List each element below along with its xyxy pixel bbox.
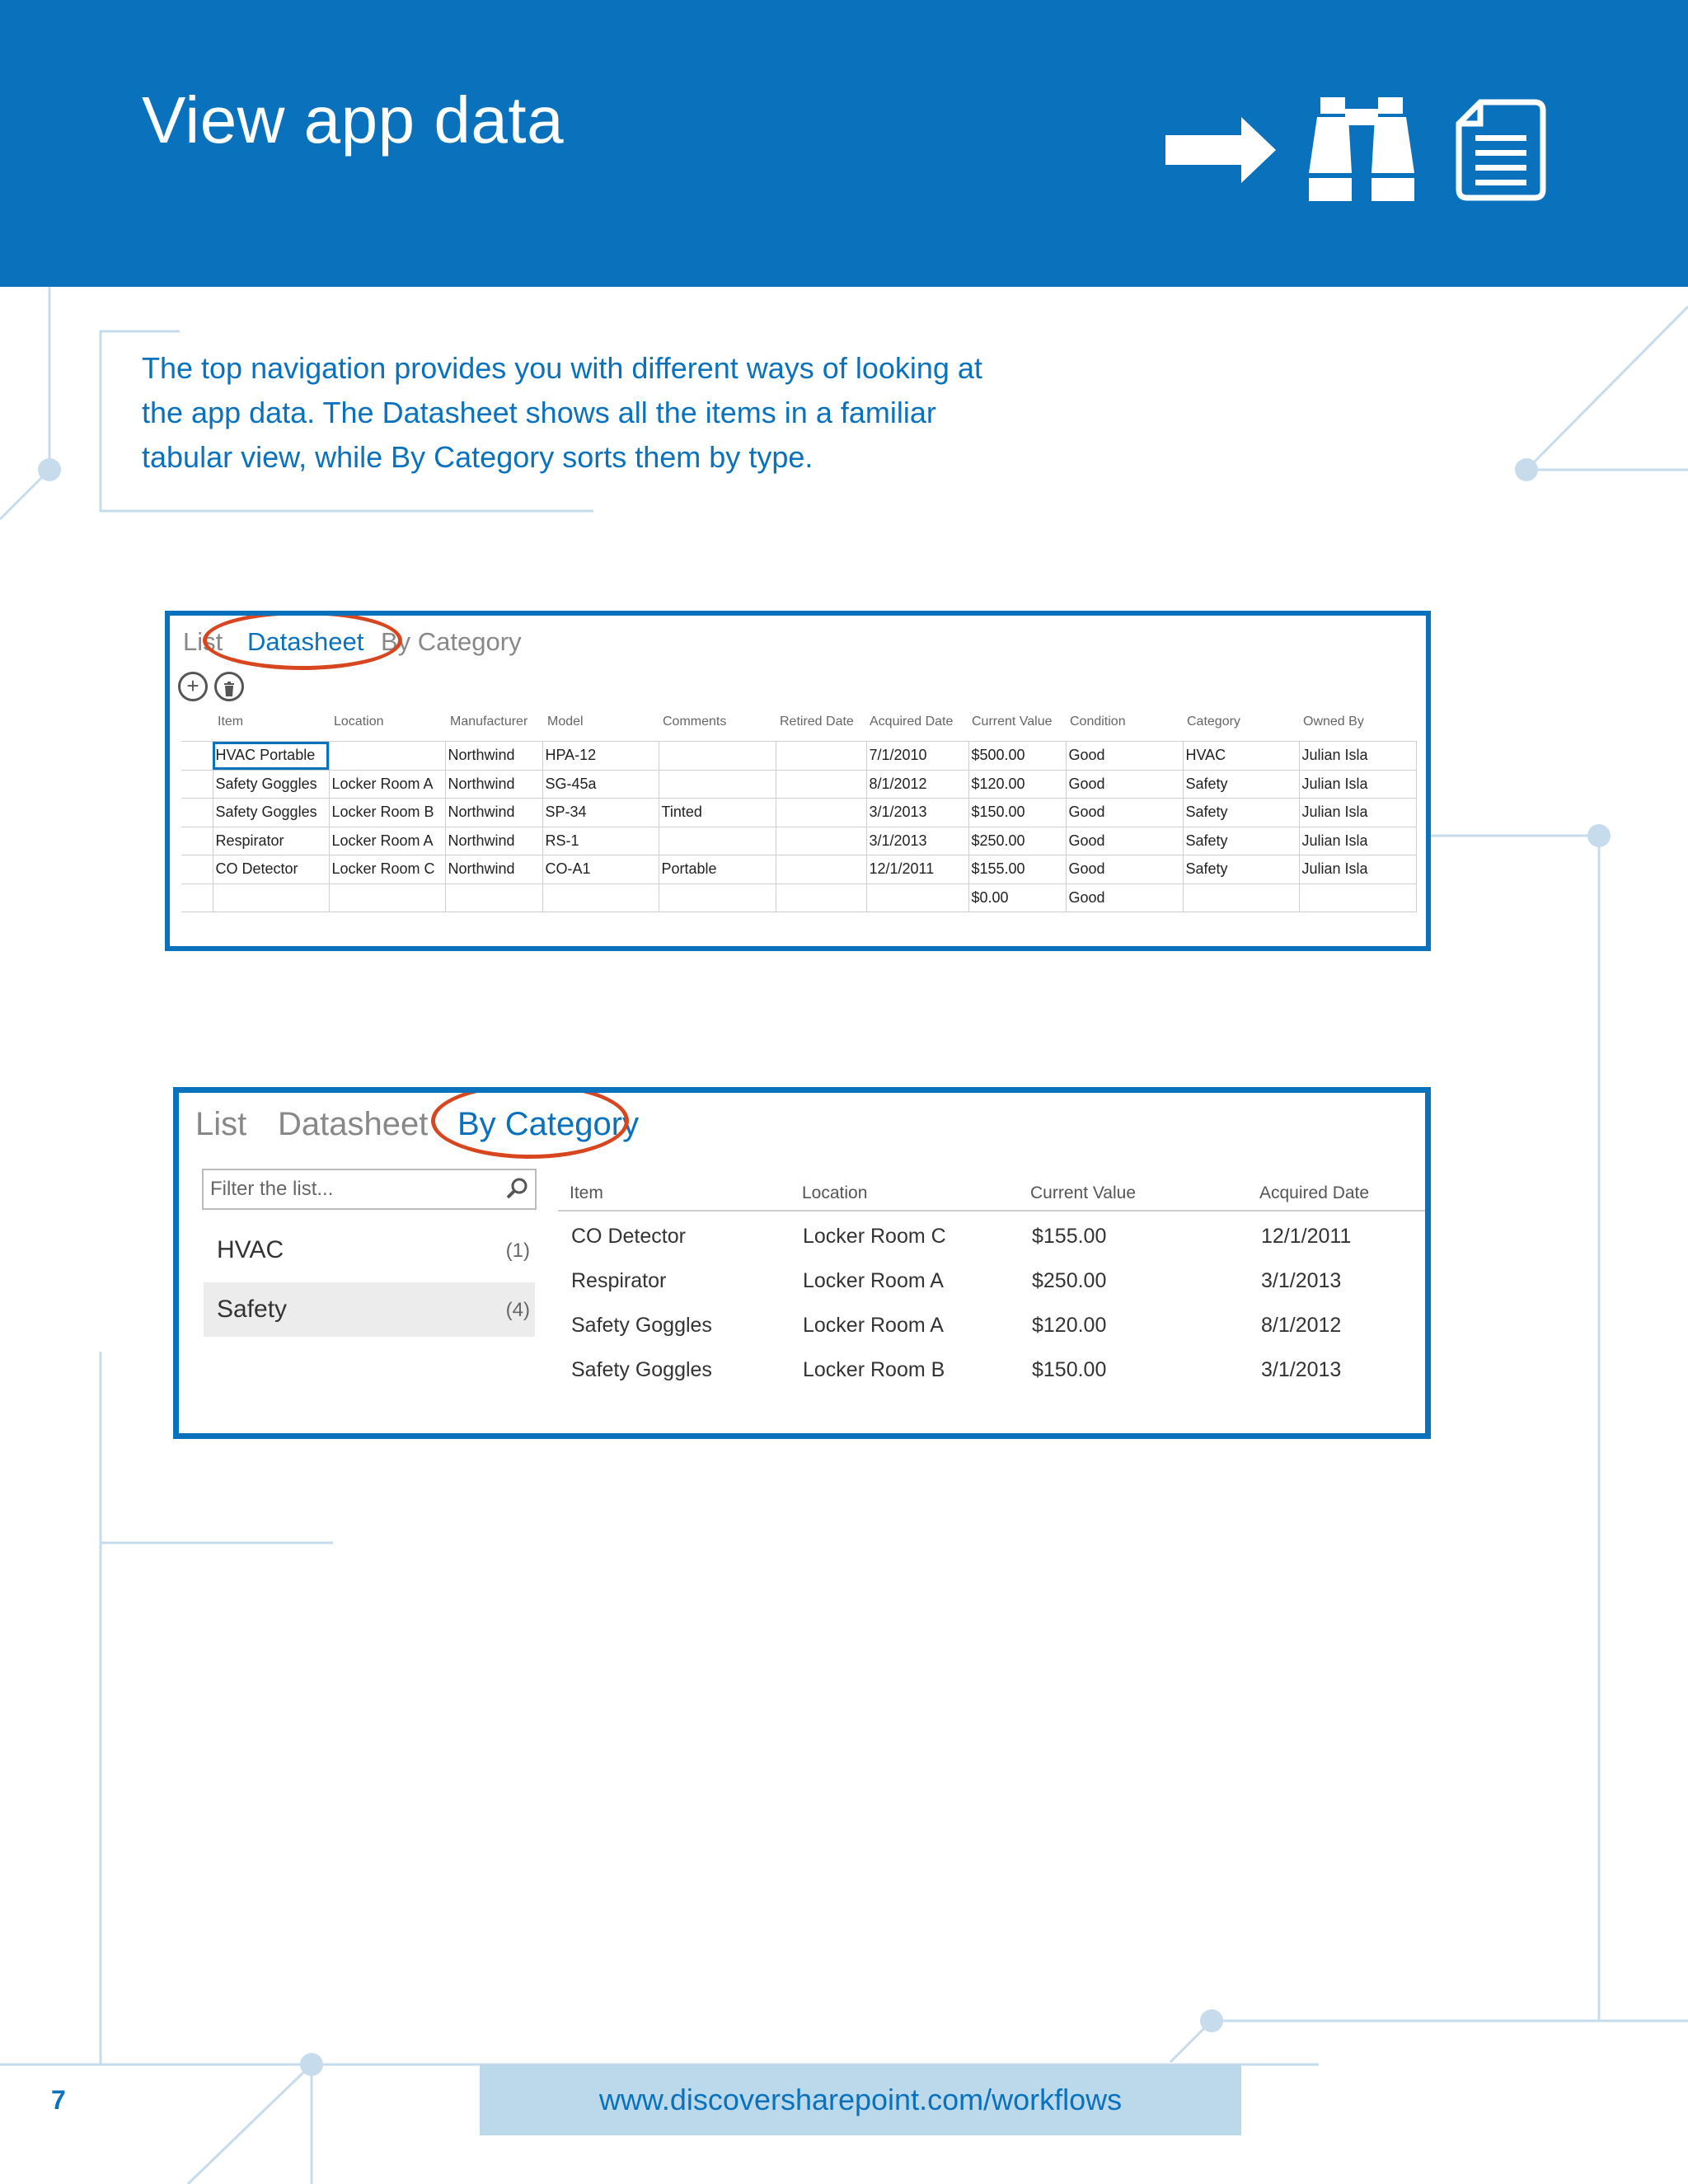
table-cell[interactable]: 3/1/2013 bbox=[866, 799, 968, 827]
trash-icon bbox=[223, 682, 235, 696]
binoculars-icon bbox=[1309, 97, 1414, 201]
table-cell[interactable] bbox=[329, 883, 445, 912]
tab-list[interactable]: List bbox=[183, 627, 223, 656]
table-cell[interactable]: Northwind bbox=[445, 742, 542, 771]
table-cell[interactable]: Locker Room C bbox=[329, 855, 445, 884]
item-cell: Safety Goggles bbox=[571, 1358, 712, 1381]
category-item-safety[interactable] bbox=[204, 1282, 535, 1337]
category-item-hvac[interactable] bbox=[204, 1223, 535, 1277]
location-cell: Locker Room B bbox=[803, 1358, 945, 1381]
table-cell[interactable] bbox=[776, 742, 866, 771]
header-divider bbox=[558, 1210, 1431, 1212]
datasheet-column-headers bbox=[170, 715, 1431, 738]
table-cell[interactable] bbox=[659, 742, 776, 771]
table-cell[interactable]: Safety bbox=[1183, 855, 1299, 884]
header-banner bbox=[0, 0, 1688, 287]
table-cell[interactable] bbox=[659, 827, 776, 855]
value-cell: $250.00 bbox=[1032, 1269, 1107, 1292]
table-cell[interactable] bbox=[1183, 883, 1299, 912]
date-cell: 8/1/2012 bbox=[1261, 1314, 1342, 1337]
table-row[interactable] bbox=[181, 742, 1416, 771]
column-header[interactable]: Location bbox=[334, 715, 384, 729]
column-header[interactable]: Retired Date bbox=[780, 715, 854, 729]
table-cell[interactable]: $0.00 bbox=[968, 883, 1066, 912]
table-cell[interactable]: Tinted bbox=[659, 799, 776, 827]
datasheet-view-screenshot bbox=[165, 611, 1431, 951]
date-cell: 3/1/2013 bbox=[1261, 1358, 1342, 1381]
category-name: Safety bbox=[217, 1296, 288, 1323]
column-header[interactable]: Comments bbox=[663, 715, 727, 729]
column-header[interactable]: Item bbox=[218, 715, 244, 729]
date-cell: 3/1/2013 bbox=[1261, 1269, 1342, 1292]
column-header[interactable]: Owned By bbox=[1303, 715, 1364, 729]
filter-placeholder: Filter the list... bbox=[210, 1178, 334, 1200]
table-cell[interactable]: Northwind bbox=[445, 799, 542, 827]
table-cell[interactable]: CO-A1 bbox=[542, 855, 659, 884]
table-cell[interactable]: Northwind bbox=[445, 827, 542, 855]
value-cell: $155.00 bbox=[1032, 1225, 1107, 1248]
table-cell[interactable]: 7/1/2010 bbox=[866, 742, 968, 771]
table-row[interactable] bbox=[181, 827, 1416, 855]
table-cell[interactable]: Safety Goggles bbox=[213, 799, 329, 827]
table-row[interactable] bbox=[181, 855, 1416, 884]
table-cell[interactable]: Safety bbox=[1183, 799, 1299, 827]
table-cell[interactable]: 8/1/2012 bbox=[866, 770, 968, 799]
category-count: (1) bbox=[505, 1240, 530, 1262]
footer-url-link[interactable]: www.discoversharepoint.com/workflows bbox=[598, 2083, 1123, 2116]
table-cell[interactable]: $150.00 bbox=[968, 799, 1066, 827]
category-count: (4) bbox=[505, 1299, 530, 1321]
column-header[interactable]: Acquired Date bbox=[870, 715, 954, 729]
document-icon bbox=[1456, 99, 1546, 201]
column-header[interactable]: Category bbox=[1187, 715, 1240, 729]
table-row[interactable] bbox=[181, 770, 1416, 799]
location-cell: Locker Room A bbox=[803, 1269, 944, 1292]
table-cell[interactable]: Northwind bbox=[445, 770, 542, 799]
table-cell[interactable]: Locker Room B bbox=[329, 799, 445, 827]
tab-by-category[interactable]: By Category bbox=[457, 1106, 640, 1142]
table-cell[interactable]: $155.00 bbox=[968, 855, 1066, 884]
table-cell[interactable]: 12/1/2011 bbox=[866, 855, 968, 884]
table-cell[interactable]: SP-34 bbox=[542, 799, 659, 827]
table-cell[interactable]: Respirator bbox=[213, 827, 329, 855]
column-header[interactable]: Location bbox=[802, 1183, 868, 1202]
table-cell[interactable]: Good bbox=[1066, 742, 1183, 771]
table-cell[interactable]: Julian Isla bbox=[1299, 799, 1416, 827]
column-header[interactable]: Acquired Date bbox=[1259, 1183, 1370, 1202]
table-cell[interactable] bbox=[445, 883, 542, 912]
table-cell[interactable]: Julian Isla bbox=[1299, 742, 1416, 771]
table-cell[interactable]: Good bbox=[1066, 827, 1183, 855]
column-header[interactable]: Current Value bbox=[972, 715, 1053, 729]
column-header[interactable]: Condition bbox=[1070, 715, 1126, 729]
column-header[interactable]: Manufacturer bbox=[450, 715, 528, 729]
tab-by-category[interactable]: By Category bbox=[381, 627, 522, 656]
table-cell[interactable] bbox=[542, 883, 659, 912]
filter-input[interactable] bbox=[202, 1169, 537, 1210]
category-name: HVAC bbox=[217, 1236, 284, 1263]
table-cell[interactable]: Northwind bbox=[445, 855, 542, 884]
intro-text: The top navigation provides you with different ways of looking at the app data. The Datasheet shows all the items in a familiar tabular view, while By Category sorts them by type. bbox=[142, 351, 982, 474]
table-cell[interactable]: CO Detector bbox=[213, 855, 329, 884]
table-cell[interactable]: Safety Goggles bbox=[213, 770, 329, 799]
location-cell: Locker Room A bbox=[803, 1314, 944, 1337]
highlight-ring bbox=[431, 1087, 629, 1159]
item-cell: Respirator bbox=[571, 1269, 667, 1292]
table-cell[interactable]: $500.00 bbox=[968, 742, 1066, 771]
table-cell[interactable] bbox=[776, 799, 866, 827]
tab-datasheet[interactable]: Datasheet bbox=[278, 1106, 429, 1142]
table-cell[interactable]: Good bbox=[1066, 883, 1183, 912]
value-cell: $150.00 bbox=[1032, 1358, 1107, 1381]
item-cell: Safety Goggles bbox=[571, 1314, 712, 1337]
table-cell[interactable]: Safety bbox=[1183, 770, 1299, 799]
table-cell[interactable]: HVAC bbox=[1183, 742, 1299, 771]
table-cell[interactable] bbox=[776, 770, 866, 799]
delete-item-button[interactable] bbox=[214, 672, 244, 701]
table-row[interactable] bbox=[181, 799, 1416, 827]
table-cell[interactable]: Safety bbox=[1183, 827, 1299, 855]
arrow-right-icon bbox=[1165, 117, 1276, 183]
table-cell[interactable]: Julian Isla bbox=[1299, 770, 1416, 799]
table-cell[interactable]: HPA-12 bbox=[542, 742, 659, 771]
table-cell[interactable] bbox=[213, 883, 329, 912]
table-cell[interactable]: Portable bbox=[659, 855, 776, 884]
table-cell[interactable] bbox=[776, 855, 866, 884]
highlight-ring bbox=[203, 611, 402, 670]
value-cell: $120.00 bbox=[1032, 1314, 1107, 1337]
table-cell[interactable] bbox=[776, 883, 866, 912]
table-cell[interactable]: Good bbox=[1066, 770, 1183, 799]
table-cell[interactable]: $120.00 bbox=[968, 770, 1066, 799]
table-row[interactable] bbox=[181, 883, 1416, 912]
table-cell[interactable] bbox=[776, 827, 866, 855]
table-cell[interactable]: Locker Room A bbox=[329, 827, 445, 855]
table-cell[interactable] bbox=[659, 770, 776, 799]
table-cell[interactable] bbox=[866, 883, 968, 912]
add-item-button[interactable]: + bbox=[178, 672, 208, 701]
location-cell: Locker Room C bbox=[803, 1225, 946, 1248]
page-title: View app data bbox=[142, 83, 565, 157]
footer-bar bbox=[480, 2064, 1241, 2135]
table-cell[interactable] bbox=[1299, 883, 1416, 912]
datasheet-table bbox=[181, 741, 1417, 912]
by-category-view-screenshot bbox=[173, 1087, 1431, 1439]
table-cell[interactable]: $250.00 bbox=[968, 827, 1066, 855]
column-header[interactable]: Item bbox=[570, 1183, 603, 1202]
column-header[interactable]: Current Value bbox=[1030, 1183, 1137, 1202]
tab-list[interactable]: List bbox=[195, 1106, 247, 1142]
item-cell: CO Detector bbox=[571, 1225, 686, 1248]
table-cell[interactable]: HVAC Portable bbox=[213, 742, 329, 771]
tab-datasheet[interactable]: Datasheet bbox=[247, 627, 364, 656]
table-cell[interactable]: 3/1/2013 bbox=[866, 827, 968, 855]
table-cell[interactable]: Good bbox=[1066, 855, 1183, 884]
table-cell[interactable]: Good bbox=[1066, 799, 1183, 827]
table-cell[interactable]: SG-45a bbox=[542, 770, 659, 799]
table-cell[interactable]: Julian Isla bbox=[1299, 827, 1416, 855]
page-number: 7 bbox=[51, 2085, 66, 2115]
search-icon bbox=[505, 1177, 528, 1206]
table-cell[interactable]: Julian Isla bbox=[1299, 855, 1416, 884]
table-cell[interactable] bbox=[329, 742, 445, 771]
date-cell: 12/1/2011 bbox=[1261, 1225, 1352, 1248]
table-cell[interactable]: RS-1 bbox=[542, 827, 659, 855]
table-cell[interactable] bbox=[659, 883, 776, 912]
column-header[interactable]: Model bbox=[547, 715, 584, 729]
table-cell[interactable]: Locker Room A bbox=[329, 770, 445, 799]
